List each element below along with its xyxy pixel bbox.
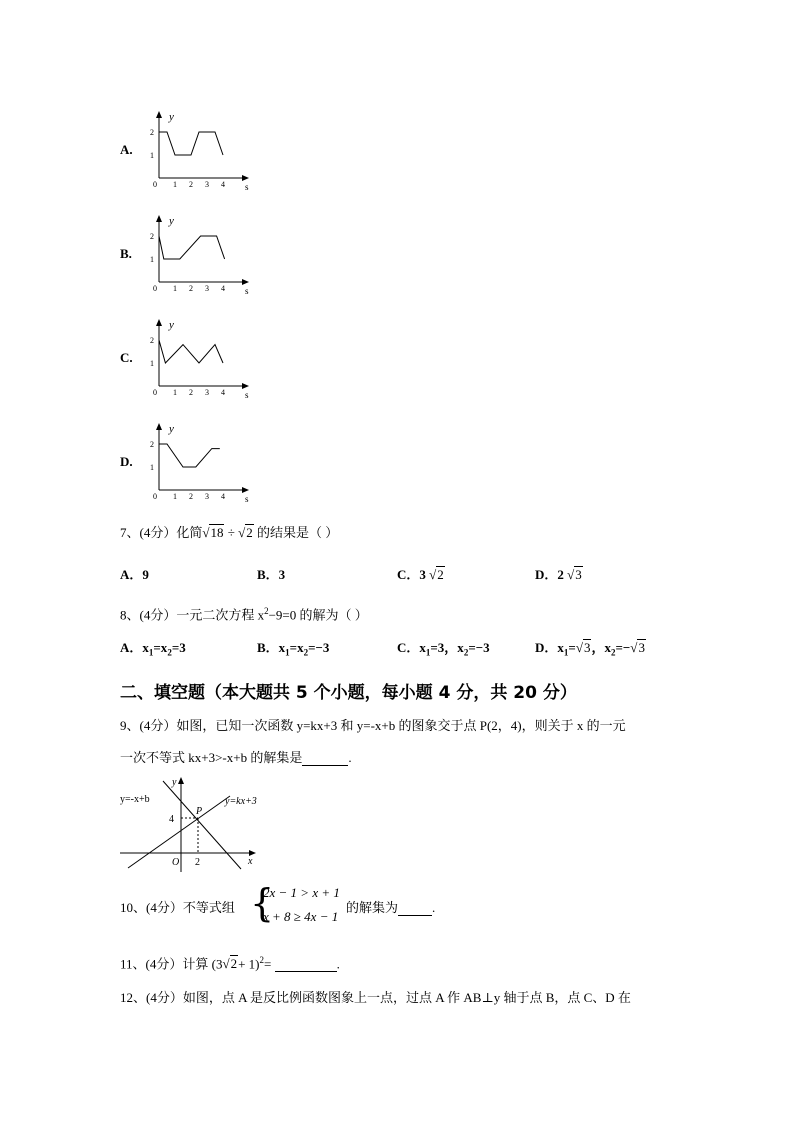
x-tick-label: 4 — [221, 492, 225, 501]
y-arrow — [178, 777, 184, 784]
question-7 — [120, 525, 338, 541]
part: ，x — [591, 640, 611, 655]
x-tick-label: 0 — [153, 284, 157, 293]
x-tick-label: 3 — [205, 284, 209, 293]
y-tick-label: 1 — [150, 463, 154, 472]
sub: 2 — [167, 647, 172, 658]
sqrt-2: √2 — [429, 567, 444, 582]
axis-x-label: s — [245, 390, 249, 398]
sqrt-3: √3 — [630, 640, 645, 655]
option-text: 2 — [557, 567, 564, 582]
x-tick-label: 3 — [205, 180, 209, 189]
y-tick-label: 2 — [150, 440, 154, 449]
option-letter: B． — [257, 640, 279, 655]
x-tick-label: 0 — [153, 492, 157, 501]
label-right: y=kx+3 — [225, 796, 257, 807]
graph-line — [159, 444, 220, 467]
q10-row2: x + 8 ≥ 4x − 1 — [263, 909, 339, 924]
x-tick-label: 0 — [153, 388, 157, 397]
axis-y-label: y — [169, 423, 174, 435]
graph-option-letter[interactable]: A. — [120, 142, 133, 157]
expr-part: (3 — [211, 956, 223, 972]
tick-2: 2 — [195, 857, 200, 868]
sqrt-3: √3 — [567, 567, 582, 582]
y-arrow — [156, 423, 162, 430]
part: =−3 — [468, 640, 490, 655]
q7-option-c[interactable] — [397, 567, 445, 583]
part: =− — [615, 640, 631, 655]
section-heading: 二、填空题（本大题共 5 个小题，每小题 4 分，共 20 分） — [120, 683, 577, 703]
x-tick-label: 2 — [189, 284, 193, 293]
graph-option-letter[interactable]: D. — [120, 454, 133, 469]
var: x — [142, 640, 149, 655]
q9-line2-text: 一次不等式 kx+3>-x+b 的解集是 — [120, 750, 303, 765]
tail: =3 — [171, 640, 186, 655]
origin-label: O — [172, 857, 180, 868]
point-p-label: P — [196, 806, 203, 817]
sqrt-18: √18 — [202, 525, 224, 540]
y-tick-label: 2 — [150, 128, 154, 137]
axis-x-label: s — [245, 182, 249, 190]
q11-prefix: 11、(4分）计算 — [120, 956, 209, 972]
q10-prefix: 10、(4分）不等式组 — [120, 900, 235, 915]
period: . — [432, 900, 436, 915]
x-tick-label: 1 — [173, 284, 177, 293]
expr-part: + 1) — [238, 956, 260, 972]
graph-option-a — [145, 108, 255, 190]
x-tick-label: 4 — [221, 180, 225, 189]
q8-option-d[interactable] — [535, 640, 646, 661]
sqrt-2: √2 — [222, 956, 238, 972]
q8-option-b[interactable] — [257, 640, 329, 661]
sub: 1 — [563, 647, 569, 658]
option-letter: D． — [535, 567, 558, 582]
q8-suffix: −9=0 的解为（ ） — [268, 607, 368, 623]
graph-option-letter[interactable]: B. — [120, 246, 132, 261]
period: . — [348, 750, 352, 765]
q7-suffix: 的结果是（ ） — [257, 525, 339, 540]
sub: 1 — [148, 647, 154, 658]
part: = — [568, 640, 576, 655]
graph-option-c — [145, 316, 255, 398]
sub: 2 — [463, 647, 469, 658]
x-tick-label: 1 — [173, 180, 177, 189]
q9-line1: 9、(4分）如图，已知一次函数 y=kx+3 和 y=-x+b 的图象交于点 P(2，4)，则关于 x 的一元 — [120, 718, 626, 733]
x-tick-label: 2 — [189, 388, 193, 397]
option-letter: C． — [397, 640, 420, 655]
q10-row1: 2x − 1 > x + 1 — [263, 885, 340, 900]
equals: = — [264, 956, 272, 972]
var: x — [557, 640, 564, 655]
axis-x-label: s — [245, 286, 249, 294]
graph-option-letter[interactable]: C. — [120, 350, 133, 365]
x-tick-label: 1 — [173, 388, 177, 397]
graph-line — [159, 340, 223, 363]
q7-option-a[interactable] — [120, 567, 149, 583]
graph-line — [159, 132, 223, 155]
axis-x-label: x — [248, 856, 253, 867]
eq: =x — [289, 640, 304, 655]
x-tick-label: 4 — [221, 284, 225, 293]
line-negx-b — [163, 781, 241, 869]
y-tick-label: 1 — [150, 151, 154, 160]
q10-suffix-line — [346, 900, 435, 916]
y-tick-label: 2 — [150, 336, 154, 345]
sub: 1 — [425, 647, 431, 658]
axis-y-label: y — [172, 777, 177, 788]
graph-line — [159, 236, 225, 259]
sub: 1 — [285, 647, 290, 658]
x-tick-label: 2 — [189, 492, 193, 501]
brace: { — [250, 881, 275, 925]
answer-blank[interactable] — [398, 901, 432, 916]
option-text: 9 — [142, 567, 149, 582]
q7-option-d[interactable] — [535, 567, 583, 583]
axis-x-label: s — [245, 494, 249, 502]
sub: 2 — [610, 647, 616, 658]
axis-y-label: y — [169, 319, 174, 331]
option-letter: C． — [397, 567, 420, 582]
option-letter: A． — [120, 567, 143, 582]
axis-y-label: y — [169, 215, 174, 227]
sub: 2 — [303, 647, 309, 658]
x-arrow — [242, 487, 249, 493]
divide-sign: ÷ — [227, 525, 235, 540]
exponent: 2 — [259, 955, 265, 965]
x-tick-label: 4 — [221, 388, 225, 397]
x-arrow — [242, 279, 249, 285]
sqrt-2: √2 — [238, 525, 253, 540]
q8-exponent: 2 — [264, 606, 269, 616]
option-text: 3 — [419, 567, 426, 582]
option-letter: B． — [257, 567, 279, 582]
question-12: 12、(4分）如图，点 A 是反比例函数图象上一点，过点 A 作 AB⊥y 轴于点 B，点 C、D 在 — [120, 990, 631, 1005]
x-tick-label: 3 — [205, 388, 209, 397]
question-8 — [120, 603, 368, 623]
option-letter: D． — [535, 640, 558, 655]
q9-graph — [118, 774, 268, 874]
q7-option-b[interactable] — [257, 567, 285, 583]
tick-4: 4 — [169, 814, 174, 825]
x-tick-label: 0 — [153, 180, 157, 189]
eq: =x — [153, 640, 168, 655]
q10-suffix: 的解集为 — [346, 900, 399, 915]
x-tick-label: 3 — [205, 492, 209, 501]
axis-y-label: y — [169, 111, 174, 123]
sqrt-3: √3 — [575, 640, 591, 655]
tail: =−3 — [308, 640, 330, 655]
y-tick-label: 1 — [150, 359, 154, 368]
graph-option-b — [145, 212, 255, 294]
q8-option-c[interactable] — [397, 640, 490, 661]
q9-line2 — [120, 750, 352, 766]
x-tick-label: 1 — [173, 492, 177, 501]
y-arrow — [156, 319, 162, 326]
period: . — [336, 956, 340, 972]
part: =3，x — [430, 640, 464, 655]
option-letter: A． — [120, 640, 143, 655]
q8-option-a[interactable] — [120, 640, 186, 661]
question-11 — [120, 952, 340, 972]
answer-blank[interactable] — [302, 751, 348, 766]
var: x — [278, 640, 286, 655]
x-tick-label: 2 — [189, 180, 193, 189]
var: x — [419, 640, 426, 655]
option-text: 3 — [278, 567, 286, 582]
q7-prefix: 7、(4分）化简 — [120, 525, 203, 540]
y-arrow — [156, 111, 162, 118]
label-left: y=-x+b — [120, 794, 150, 805]
answer-blank[interactable] — [275, 957, 337, 972]
y-arrow — [156, 215, 162, 222]
q8-prefix: 8、(4分）一元二次方程 x — [120, 607, 265, 623]
y-tick-label: 1 — [150, 255, 154, 264]
graph-option-d — [145, 420, 255, 502]
x-arrow — [242, 175, 249, 181]
x-arrow — [242, 383, 249, 389]
y-tick-label: 2 — [150, 232, 154, 241]
